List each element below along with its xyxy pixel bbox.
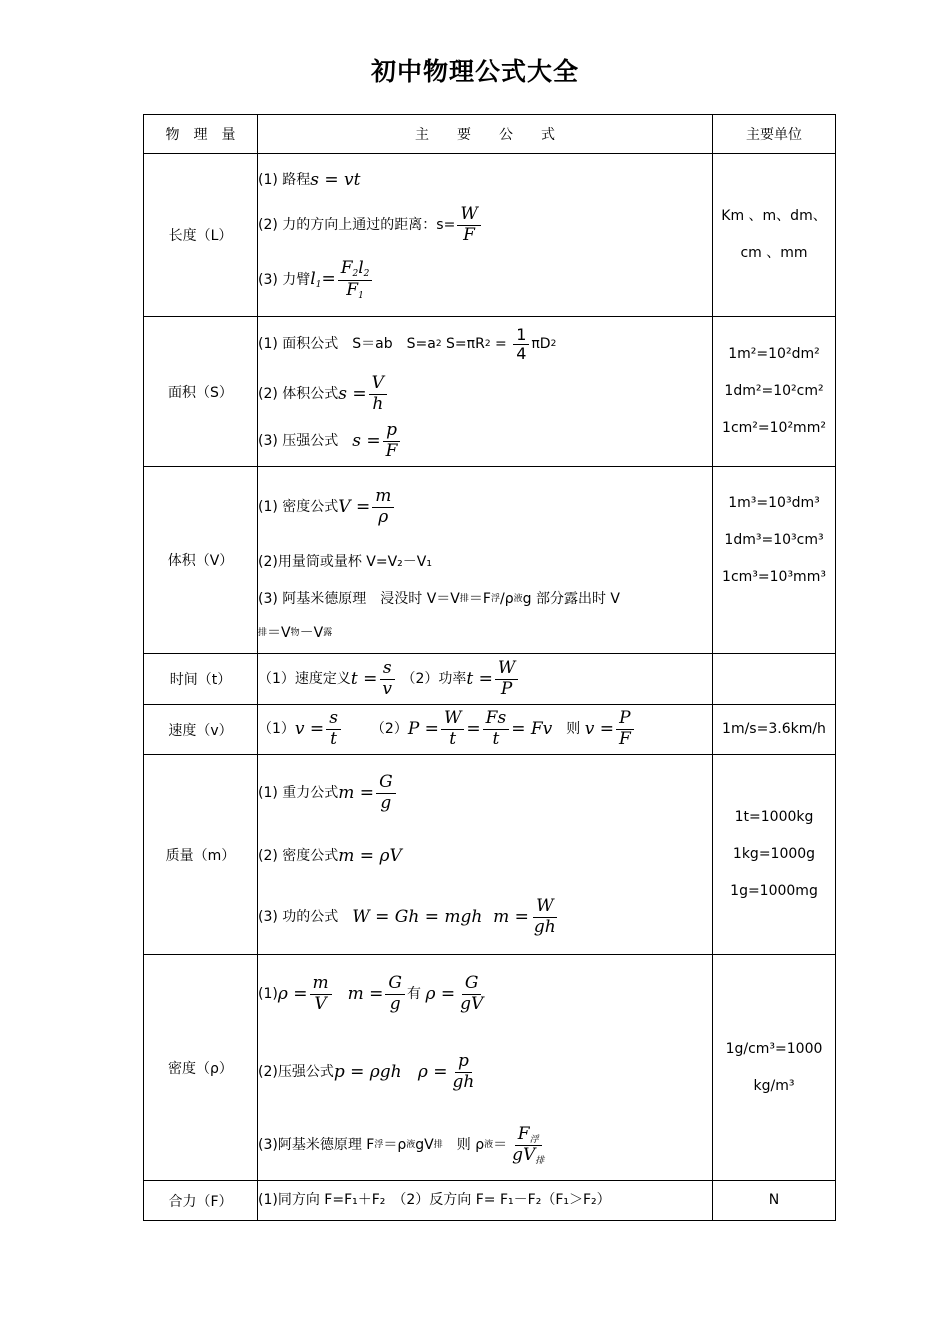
page-title: 初中物理公式大全 [370,57,579,86]
quantity-speed: 速度（v） [144,705,258,755]
fraction: $\frac{G}{g}$ [376,773,396,813]
formulas-volume: (1) 密度公式 V = $\frac{m}{\rho}$ (2)用量筒或量杯 V=V₂－V₁ (3) 阿基米德原理 浸没时 V＝V 排 ＝F 浮 /ρ 液 g 部分露出时 V 排 ＝V 物 －V 露 [258,467,713,654]
fraction: $\frac{s}{v}$ [379,659,395,699]
formulas-force: (1)同方向 F=F₁＋F₂ （2）反方向 F= F₁－F₂（F₁＞F₂） [258,1181,713,1221]
formulas-length: (1) 路程 s = vt (2) 力的方向上通过的距离：s= $\frac{W}{F}$ (3) 力臂 $l_1=$ $\frac{F_2l_2}{F_1}$ [258,154,713,317]
formula-math: s = vt [310,169,361,190]
fraction: $\frac{1}{4}$ [513,326,529,364]
units-force: N [713,1181,836,1221]
table-row [144,467,836,654]
formulas-area: (1) 面积公式 S＝ab S=a 2 S=πR 2 = $\frac{1}{4}$ πD 2 (2) 体积公式 s = $\frac{V}{h}$ (3) 压强公式 s = $\frac{p}{F}$ [258,317,713,467]
table-row [144,654,836,705]
quantity-area: 面积（S） [144,317,258,467]
fraction: $\frac{W}{F}$ [457,205,480,245]
header-quantity: 物 理 量 [144,115,258,154]
formulas-speed: （1） v = $\frac{s}{t}$ （2） P = $\frac{W}{t}$ = $\frac{Fs}{t}$ = Fv 则 v = $\frac{P}{F}$ [258,705,713,755]
quantity-mass: 质量（m） [144,755,258,955]
fraction: $\frac{p}{F}$ [383,421,401,461]
formulas-time: （1）速度定义 t = $\frac{s}{v}$ （2）功率 t = $\frac{W}{P}$ [258,654,713,705]
fraction: $\frac{m}{\rho}$ [372,487,394,527]
units-density: 1g/cm³=1000 kg/m³ [713,955,836,1181]
table-row [144,317,836,467]
header-unit: 主要单位 [713,115,836,154]
fraction: $\frac{s}{t}$ [326,709,341,749]
formula-table [143,114,836,1221]
table-header-row [144,115,836,154]
fraction: $\frac{G}{gV}$ [460,973,484,1014]
units-length: Km 、m、dm、 cm 、mm [713,154,836,317]
quantity-force: 合力（F） [144,1181,258,1221]
fraction: $\frac{W}{gh}$ [533,896,556,937]
units-mass: 1t=1000kg 1kg=1000g 1g=1000mg [713,755,836,955]
formula-label: (2) 力的方向上通过的距离：s= [258,216,456,233]
fraction: $\frac{p}{gh}$ [452,1051,475,1092]
fraction: $\frac{F_2l_2}{F_1}$ [338,259,373,301]
units-volume: 1m³=10³dm³ 1dm³=10³cm³ 1cm³=10³mm³ [713,467,836,654]
table-row [144,154,836,317]
fraction: $\frac{G}{g}$ [385,974,405,1014]
units-time [713,654,836,705]
table-row [144,755,836,955]
fraction: $\frac{W}{t}$ [441,709,464,749]
quantity-time: 时间（t） [144,654,258,705]
formulas-mass: (1) 重力公式 m = $\frac{G}{g}$ (2) 密度公式 m = ρV (3) 功的公式 W = Gh = mgh m = $\frac{W}{gh}$ [258,755,713,955]
quantity-length: 长度（L） [144,154,258,317]
units-speed: 1m/s=3.6km/h [713,705,836,755]
table-row [144,705,836,755]
fraction: $\frac{F_浮}{gV_排}$ [512,1123,545,1166]
formula-label: (3) 力臂 [258,271,311,288]
formulas-density: (1) ρ = $\frac{m}{V}$ m = $\frac{G}{g}$ 有 ρ = $\frac{G}{gV}$ (2)压强公式 p = ρgh ρ = $\frac{p}{gh}$ (3)阿基米德原理 F 浮 ＝ρ 液 gV 排 则 ρ 液 ＝ $\frac{F_浮}{gV_排}$ [258,955,713,1181]
units-area: 1m²=10²dm² 1dm²=10²cm² 1cm²=10²mm² [713,317,836,467]
formula-label: (1) 路程 [258,171,311,188]
table-row [144,1181,836,1221]
fraction: $\frac{W}{P}$ [495,659,518,699]
quantity-density: 密度（ρ） [144,955,258,1181]
fraction: $\frac{Fs}{t}$ [483,709,510,749]
header-formula: 主 要 公 式 [258,115,713,154]
fraction: $\frac{P}{F}$ [616,709,634,749]
fraction: $\frac{V}{h}$ [369,374,387,414]
table-row [144,955,836,1181]
quantity-volume: 体积（V） [144,467,258,654]
fraction: $\frac{m}{V}$ [310,974,332,1014]
